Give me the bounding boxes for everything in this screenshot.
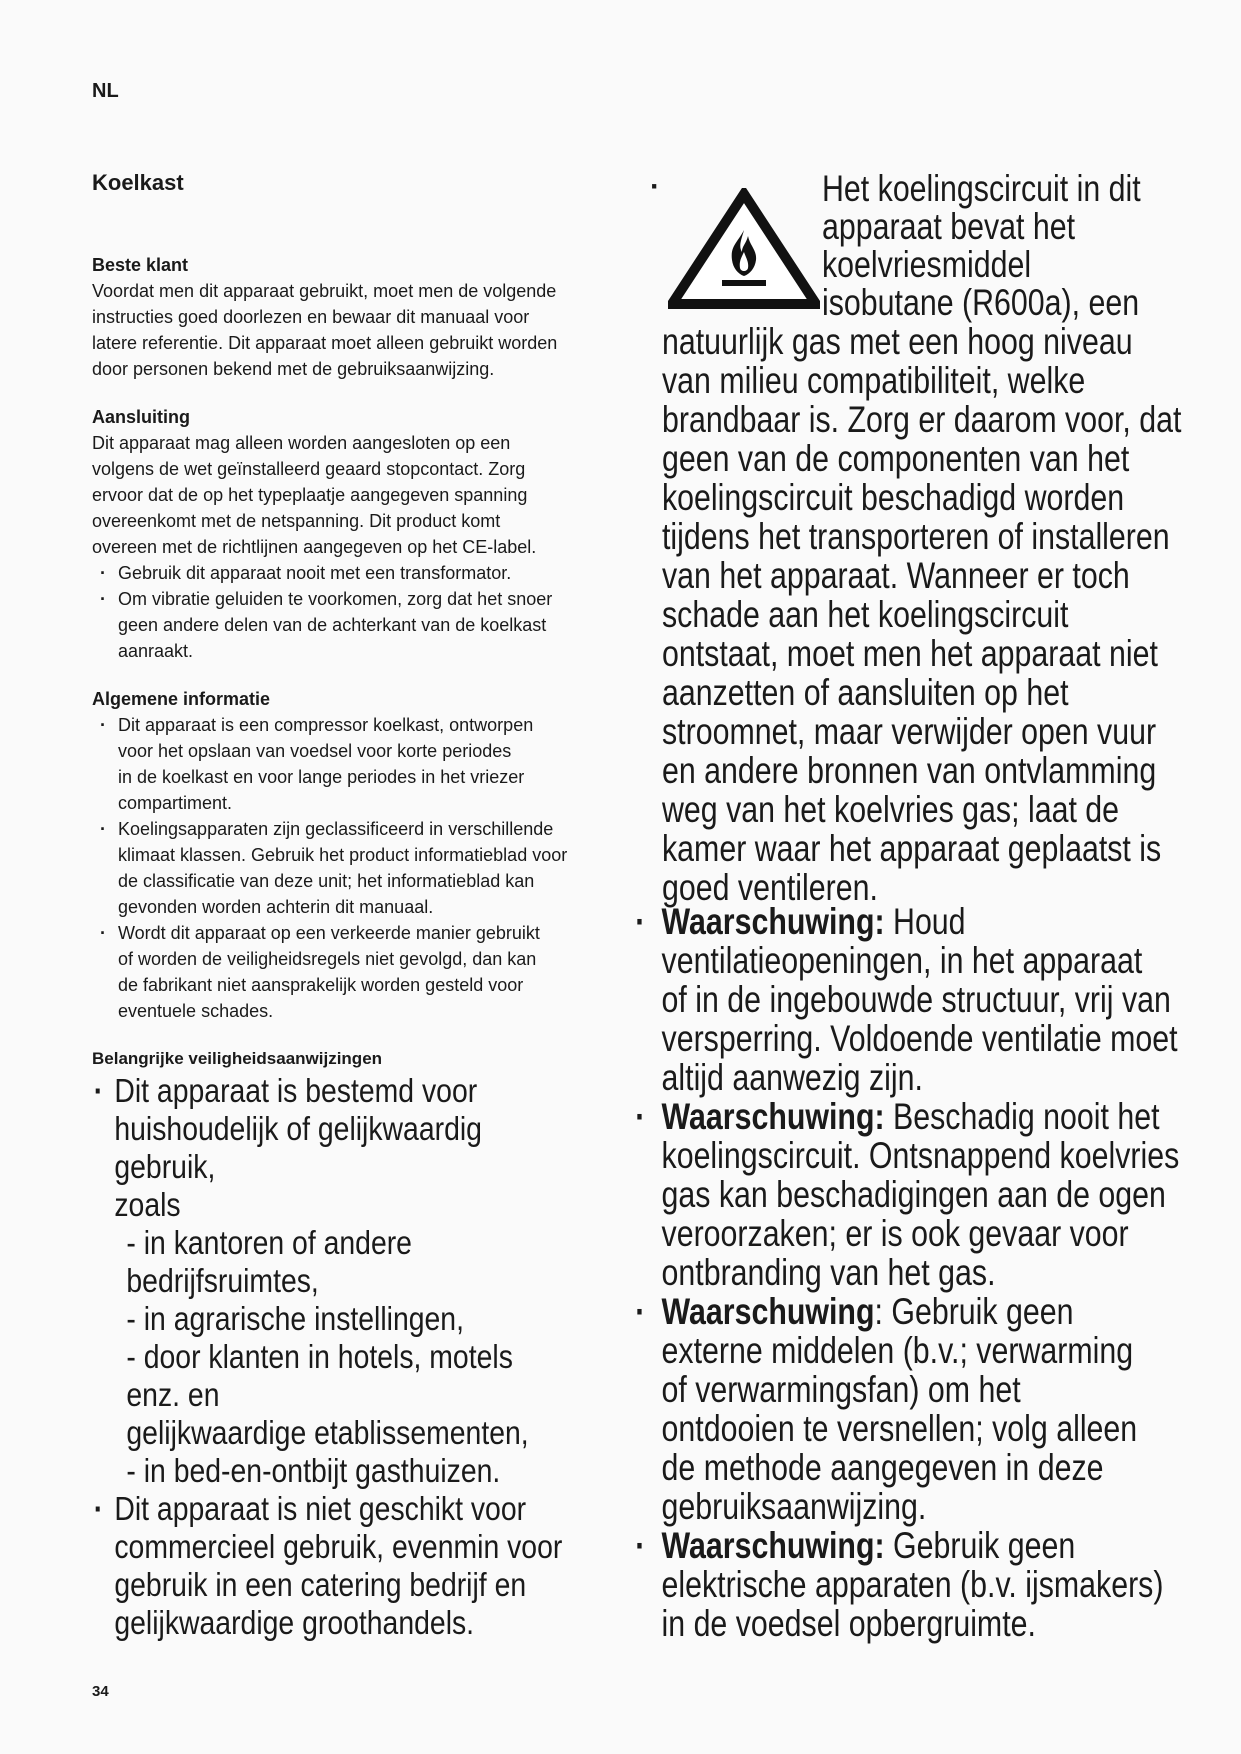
algemeen-list	[92, 712, 612, 1024]
warning-item	[632, 1292, 1206, 1526]
veiligheid-sub-3: - door klanten in hotels, motels enz. en gelijkwaardige etablissementen,	[126, 1338, 529, 1451]
aansluiting-list	[92, 560, 612, 664]
intro-text-top: Het koelingscircuit in dit apparaat bevat het koelvriesmiddel isobutane (R600a), een	[822, 168, 1141, 323]
warning-item	[632, 1526, 1206, 1643]
warning-text: Gebruik geen elektrische apparaten (b.v. ijsmakers) in de voedsel opbergruimte.	[661, 1525, 1164, 1644]
aansluiting-text: Dit apparaat mag alleen worden aangesloten op een volgens de wet geïnstalleerd geaard stopcontact. Zorg ervoor dat de op het typeplaatje aangegeven spanning overeenkomt met de netspanning. Dit product komt overeen met de richtlijnen aangegeven op het CE-label.	[92, 433, 537, 557]
warning-label: Waarschuwing	[661, 1291, 875, 1332]
list-item: · Wordt dit apparaat op een verkeerde manier gebruikt of worden de veiligheidsregels niet gevolgd, dan kan de fabrikant niet aansprakelijk worden gesteld voor eventuele schades.	[92, 920, 612, 1024]
list-item: · Koelingsapparaten zijn geclassificeerd in verschillende klimaat klassen. Gebruik het product informatieblad voor de classificatie van deze unit; het informatieblad kan gevonden worden achterin dit manuaal.	[92, 816, 612, 920]
list-item: · Dit apparaat is een compressor koelkast, ontworpen voor het opslaan van voedsel voor korte periodes in de koelkast en voor lange periodes in het vriezer compartiment.	[92, 712, 612, 816]
heading-veiligheid: Belangrijke veiligheidsaanwijzingen	[92, 1049, 383, 1068]
warning-text: : Gebruik geen externe middelen (b.v.; verwarming of verwarmingsfan) om het ontdooien te versnellen; volg alleen de methode aangegeven in deze gebruiksaanwijzing.	[661, 1291, 1138, 1527]
bullet-dot: ·	[650, 170, 660, 203]
veiligheid-item-1: · Dit apparaat is bestemd voor huishoudelijk of gelijkwaardig gebruik, zoals	[92, 1072, 574, 1224]
veiligheid-sub-4: - in bed-en-ontbijt gasthuizen.	[126, 1452, 501, 1489]
warning-item	[632, 902, 1206, 1097]
heading-beste-klant: Beste klant	[92, 255, 189, 275]
veiligheid-sub-2: - in agrarische instellingen,	[126, 1300, 464, 1337]
page-number: 34	[92, 1683, 109, 1700]
warning-item	[632, 1097, 1206, 1292]
warning-label: Waarschuwing:	[661, 1525, 885, 1566]
list-item: · Gebruik dit apparaat nooit met een transformator.	[92, 560, 612, 586]
beste-klant-text: Voordat men dit apparaat gebruikt, moet men de volgende instructies goed doorlezen en bewaar dit manuaal voor latere referentie. Dit apparaat moet alleen gebruikt worden door personen bekend met de gebruiksaanwijzing.	[92, 281, 558, 379]
section-title: Koelkast	[92, 170, 184, 195]
intro-text-rest: natuurlijk gas met een hoog niveau van milieu compatibiliteit, welke brandbaar is. Zorg er daarom voor, dat geen van de componenten van het koelingscircuit beschadigd worden tijdens het transporteren of installeren van het apparaat. Wanneer er toch schade aan het koelingscircuit ontstaat, moet men het apparaat niet aanzetten of aansluiten op het stroomnet, maar verwijder open vuur en andere bronnen van ontvlamming weg van het koelvries gas; laat de kamer waar het apparaat geplaatst is goed ventileren.	[662, 321, 1182, 908]
warning-label: Waarschuwing:	[661, 901, 885, 942]
veiligheid-sub-1: - in kantoren of andere bedrijfsruimtes,	[126, 1224, 412, 1299]
flammable-warning-icon	[668, 188, 820, 310]
warning-text: Beschadig nooit het koelingscircuit. Ontsnappend koelvries gas kan beschadigingen aan de ogen veroorzaken; er is ook gevaar voor ontbranding van het gas.	[661, 1096, 1180, 1293]
veiligheid-block	[92, 1072, 574, 1642]
heading-aansluiting: Aansluiting	[92, 407, 190, 427]
veiligheid-item-2: · Dit apparaat is niet geschikt voor commercieel gebruik, evenmin voor gebruik in een catering bedrijf en gelijkwaardige groothandels.	[92, 1490, 574, 1642]
warning-text: Houd ventilatieopeningen, in het apparaat of in de ingebouwde structuur, vrij van versperring. Voldoende ventilatie moet altijd aanwezig zijn.	[661, 901, 1178, 1098]
warnings-list	[632, 902, 1206, 1643]
list-item: · Om vibratie geluiden te voorkomen, zorg dat het snoer geen andere delen van de achterkant van de koelkast aanraakt.	[92, 586, 612, 664]
heading-algemene-informatie: Algemene informatie	[92, 689, 271, 709]
warning-label: Waarschuwing:	[661, 1096, 885, 1137]
language-code: NL	[92, 80, 119, 102]
left-column	[92, 170, 612, 1642]
